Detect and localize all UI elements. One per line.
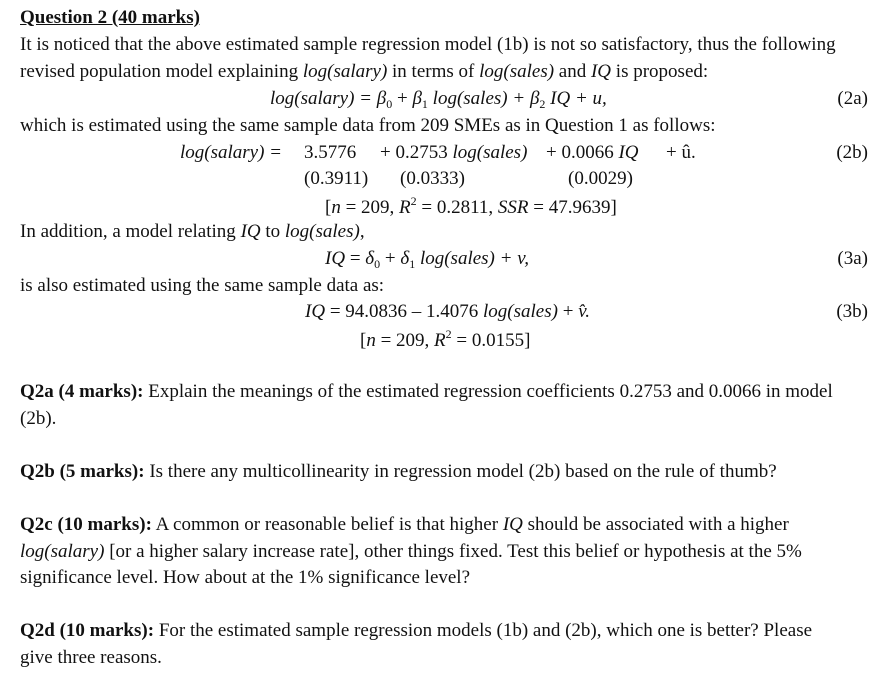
equation-2a: log(salary) = $\beta_0 + \beta_1$ log(sales) + $\beta_2$ IQ + u,	[270, 88, 607, 111]
q2c-line-2: log(salary) [or a higher salary increase rate], other things fixed. Test this belief or hypothesis at the 5%	[20, 541, 802, 562]
equation-3b: IQ = 94.0836 – 1.4076 log(sales) + v̂.	[305, 301, 590, 322]
se-log-sales: (0.0333)	[400, 168, 465, 189]
se-intercept: (0.3911)	[304, 168, 369, 189]
equation-tag-2b: (2b)	[836, 142, 868, 163]
equation-3a: IQ = $\delta_0 + \delta_1$ log(sales) + v,	[325, 248, 529, 271]
equation-2b-error: + û.	[666, 142, 696, 163]
question-title: Question 2 (40 marks)	[20, 7, 200, 28]
estimated-line: which is estimated using the same sample data from 209 SMEs as in Question 1 as follows:	[20, 115, 716, 136]
stats-3b: [n = 209, $R^2 = 0.0155$]	[360, 327, 531, 351]
q2c-line-3: significance level. How about at the 1% significance level?	[20, 567, 471, 588]
equation-2b-c0: 3.5776	[304, 142, 357, 163]
equation-2b-c2: + 0.0066 IQ	[546, 142, 639, 163]
q2b-line: Q2b (5 marks): Is there any multicollinearity in regression model (2b) based on the rule of thumb?	[20, 461, 777, 482]
addition-line: In addition, a model relating IQ to log(sales),	[20, 221, 365, 242]
stats-2b: [n = 209, $R^2 = 0.2811$, SSR = 47.9639]	[325, 194, 617, 218]
q2a-line-1: Q2a (4 marks): Explain the meanings of the estimated regression coefficients 0.2753 and 0.0066 in model	[20, 381, 833, 402]
se-iq: (0.0029)	[568, 168, 633, 189]
intro-line-1: It is noticed that the above estimated sample regression model (1b) is not so satisfactory, thus the following	[20, 34, 836, 55]
q2d-line-1: Q2d (10 marks): For the estimated sample regression models (1b) and (2b), which one is better? Please	[20, 620, 813, 641]
q2c-line-1: Q2c (10 marks): A common or reasonable belief is that higher IQ should be associated with a higher	[20, 514, 789, 535]
equation-tag-3a: (3a)	[837, 248, 868, 269]
equation-2b-c1: + 0.2753 log(sales)	[380, 142, 528, 163]
q2a-line-2: (2b).	[20, 408, 57, 429]
equation-2b-lhs: log(salary) =	[180, 142, 283, 163]
q2d-line-2: give three reasons.	[20, 647, 162, 668]
equation-tag-3b: (3b)	[836, 301, 868, 322]
also-line: is also estimated using the same sample data as:	[20, 275, 385, 296]
intro-line-2: revised population model explaining log(salary) in terms of log(sales) and IQ is proposed:	[20, 61, 709, 82]
equation-tag-2a: (2a)	[837, 88, 868, 109]
